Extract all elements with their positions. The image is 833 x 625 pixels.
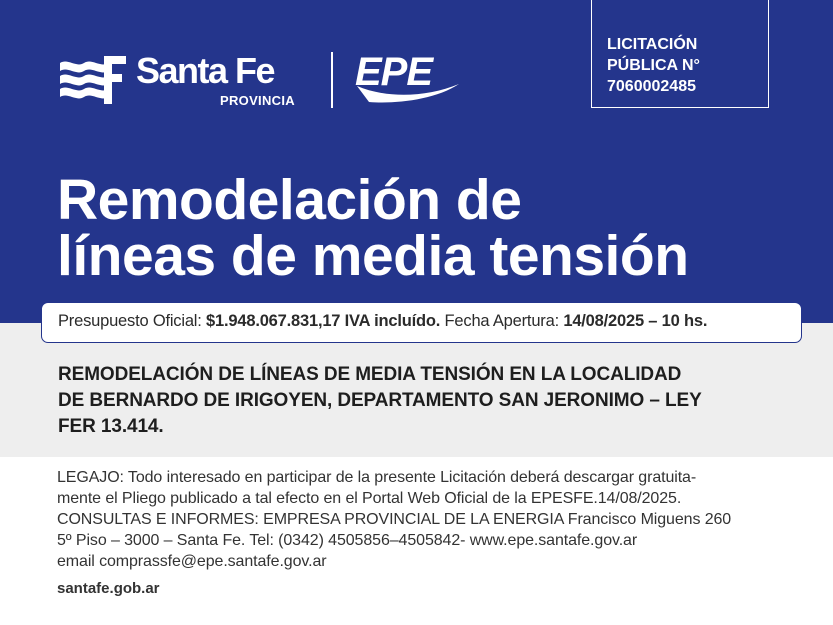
details-line-1: LEGAJO: Todo interesado en participar de la presente Licitación deberá descargar gratuita- <box>57 469 697 486</box>
title-line-1: Remodelación de <box>57 168 522 232</box>
description-line-1: REMODELACIÓN DE LÍNEAS DE MEDIA TENSIÓN EN LA LOCALIDAD <box>58 364 682 385</box>
details-line-3: CONSULTAS E INFORMES: EMPRESA PROVINCIAL DE LA ENERGIA Francisco Miguens 260 <box>57 511 732 528</box>
santafe-stripes-logo-icon <box>58 54 128 106</box>
description-line-3: FER 13.414. <box>58 416 164 437</box>
licitacion-badge <box>591 0 769 108</box>
badge-line-1: LICITACIÓN <box>607 36 698 53</box>
budget-info-box <box>41 302 802 343</box>
page-title <box>57 168 817 288</box>
santafe-provincia-label: PROVINCIA <box>220 93 295 108</box>
badge-line-2: PÚBLICA N° <box>607 57 700 74</box>
logo-divider <box>331 52 333 108</box>
badge-number: 7060002485 <box>607 78 696 95</box>
epe-swoosh-logo-icon <box>355 82 461 104</box>
details-line-2: mente el Pliego publicado a tal efecto en el Portal Web Oficial de la EPESFE.14/08/2025. <box>57 490 682 507</box>
details-line-4: 5º Piso – 3000 – Santa Fe. Tel: (0342) 4505856–4505842- www.epe.santafe.gov.ar <box>57 532 638 549</box>
title-line-2: líneas de media tensión <box>57 224 689 288</box>
epe-logo <box>355 50 465 106</box>
description-line-2: DE BERNARDO DE IRIGOYEN, DEPARTAMENTO SAN JERONIMO – LEY <box>58 390 702 411</box>
santafe-wordmark: Santa Fe <box>136 50 275 91</box>
budget-amount: $1.948.067.831,17 IVA incluído. <box>206 312 441 330</box>
epe-wordmark: EPE <box>355 50 433 94</box>
santafe-logo <box>58 52 308 112</box>
tender-description <box>58 362 798 440</box>
budget-label: Presupuesto Oficial: <box>58 312 202 330</box>
footer-url: santafe.gob.ar <box>57 580 160 597</box>
tender-details <box>57 467 787 572</box>
details-line-5: email comprassfe@epe.santafe.gov.ar <box>57 553 327 570</box>
opening-date-value: 14/08/2025 – 10 hs. <box>563 312 708 330</box>
opening-date-label: Fecha Apertura: <box>444 312 559 330</box>
